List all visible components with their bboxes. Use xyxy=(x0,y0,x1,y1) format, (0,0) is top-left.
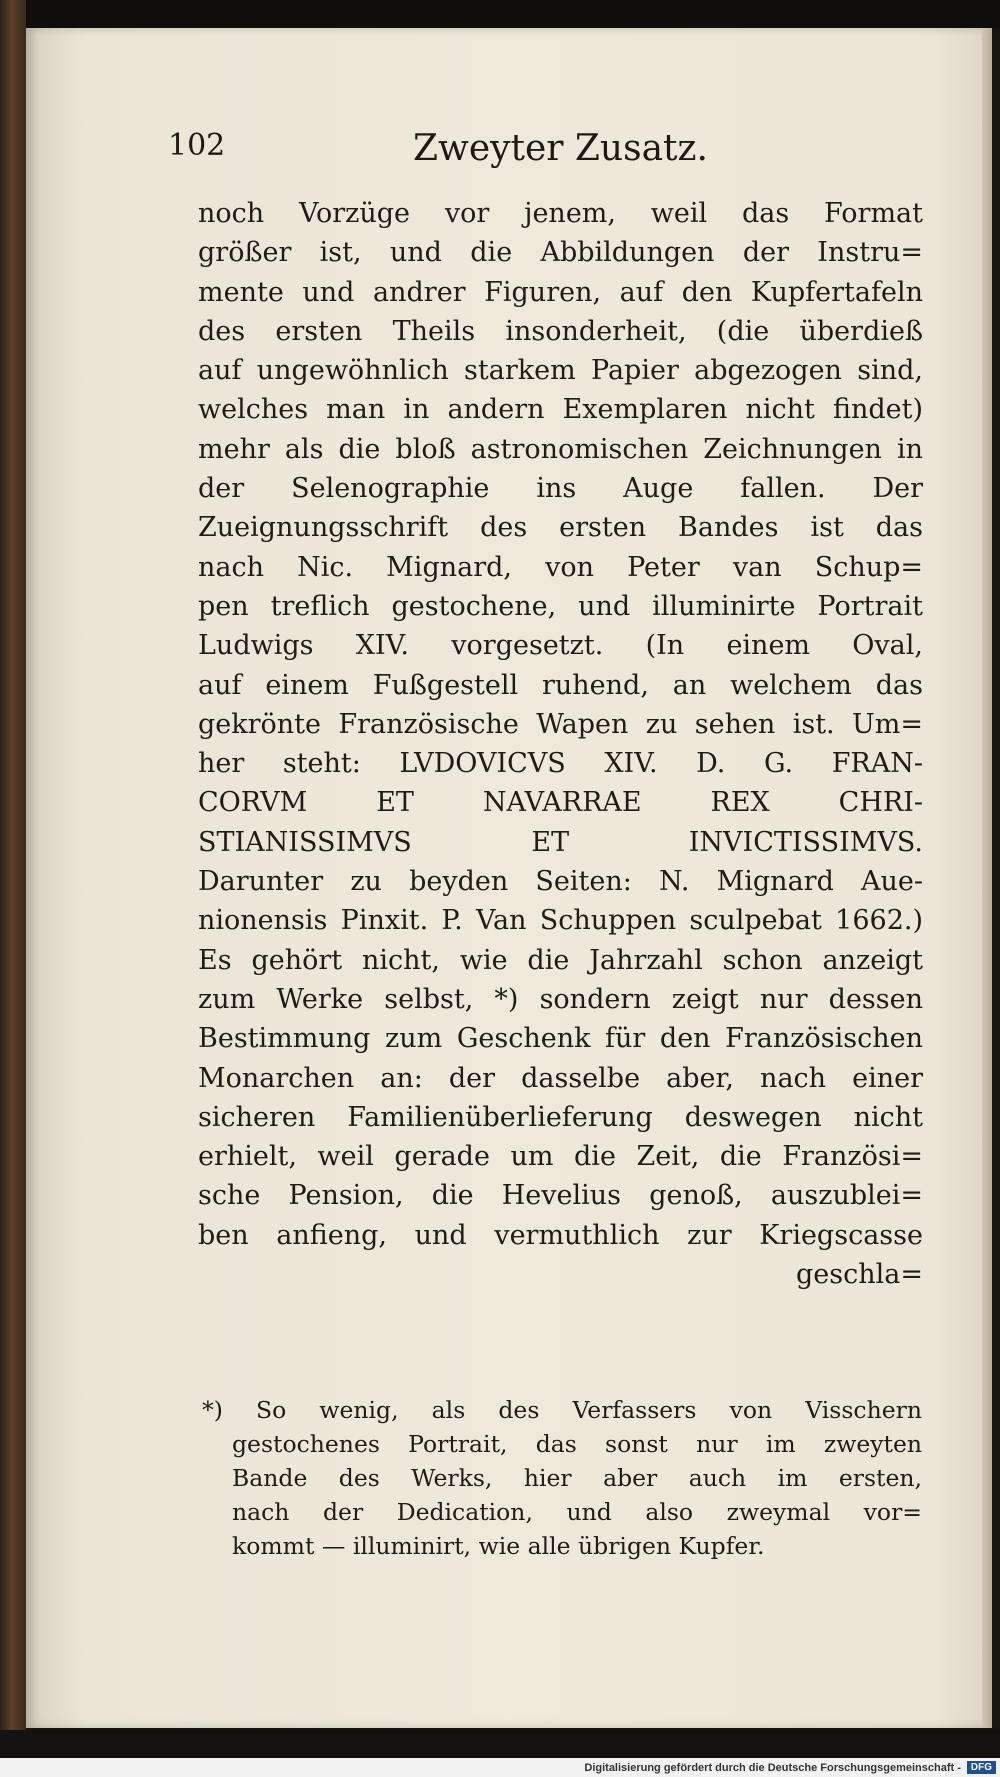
text-line: sche Pension, die Hevelius genoß, auszublei= xyxy=(198,1180,923,1212)
text-line: CORVM ET NAVARRAE REX CHRI- xyxy=(198,787,923,819)
text-line: Zueignungsschrift des ersten Bandes ist das xyxy=(198,512,923,544)
page-header xyxy=(168,128,928,180)
credit-text: Digitalisierung gefördert durch die Deutsche Forschungsgemeinschaft - xyxy=(584,1761,961,1774)
page-number: 102 xyxy=(168,128,226,163)
text-line: auf ungewöhnlich starkem Papier abgezogen sind, xyxy=(198,355,923,387)
text-line: sicheren Familienüberlieferung deswegen nicht xyxy=(198,1101,923,1133)
scan-top-border xyxy=(0,0,1000,28)
text-line: des ersten Theils insonderheit, (die überdieß xyxy=(198,315,923,347)
footnote xyxy=(202,1393,922,1563)
text-line: ben anfieng, und vermuthlich zur Kriegscasse xyxy=(198,1219,923,1251)
text-line: Darunter zu beyden Seiten: N. Mignard Aue- xyxy=(198,866,923,898)
footnote-line: Bande des Werks, hier aber auch im ersten, xyxy=(232,1464,922,1492)
text-line: nach Nic. Mignard, von Peter van Schup= xyxy=(198,551,923,583)
text-line: nionensis Pinxit. P. Van Schuppen sculpebat 1662.) xyxy=(198,905,923,937)
footnote-line: kommt — illuminirt, wie alle übrigen Kupfer. xyxy=(232,1532,765,1560)
credit-strip xyxy=(0,1758,1000,1777)
dfg-logo-icon: DFG xyxy=(967,1761,996,1774)
footnote-line: gestochenes Portrait, das sonst nur im zweyten xyxy=(232,1430,922,1458)
text-line: Bestimmung zum Geschenk für den Französischen xyxy=(198,1023,923,1055)
footnote-line: nach der Dedication, und also zweymal vor= xyxy=(232,1498,922,1526)
text-line: STIANISSIMVS ET INVICTISSIMVS. xyxy=(198,826,923,858)
text-line: erhielt, weil gerade um die Zeit, die Französi= xyxy=(198,1141,923,1173)
text-line: Ludwigs XIV. vorgesetzt. (In einem Oval, xyxy=(198,630,923,662)
text-line: auf einem Fußgestell ruhend, an welchem das xyxy=(198,669,923,701)
text-line: Monarchen an: der dasselbe aber, nach einer xyxy=(198,1062,923,1094)
text-line: Es gehört nicht, wie die Jahrzahl schon anzeigt xyxy=(198,944,923,976)
text-line: größer ist, und die Abbildungen der Instru= xyxy=(198,237,923,269)
text-line: der Selenographie ins Auge fallen. Der xyxy=(198,473,923,505)
text-line: welches man in andern Exemplaren nicht findet) xyxy=(198,394,923,426)
text-line: mente und andrer Figuren, auf den Kupfertafeln xyxy=(198,276,923,308)
footnote-line: *) So wenig, als des Verfassers von Visschern xyxy=(202,1396,922,1424)
text-line: noch Vorzüge vor jenem, weil das Format xyxy=(198,198,923,229)
text-line: her steht: LVDOVICVS XIV. D. G. FRAN- xyxy=(198,748,923,780)
body-text xyxy=(198,194,923,1294)
page-edge xyxy=(982,28,992,1728)
catchword: geschla= xyxy=(796,1259,923,1291)
text-line: zum Werke selbst, *) sondern zeigt nur dessen xyxy=(198,983,923,1015)
text-line: gekrönte Französische Wapen zu sehen ist. Um= xyxy=(198,708,923,740)
book-spine xyxy=(0,0,26,1730)
text-line: pen treflich gestochene, und illuminirte Portrait xyxy=(198,590,923,622)
text-line: mehr als die bloß astronomischen Zeichnungen in xyxy=(198,433,923,465)
running-title: Zweyter Zusatz. xyxy=(413,128,708,169)
